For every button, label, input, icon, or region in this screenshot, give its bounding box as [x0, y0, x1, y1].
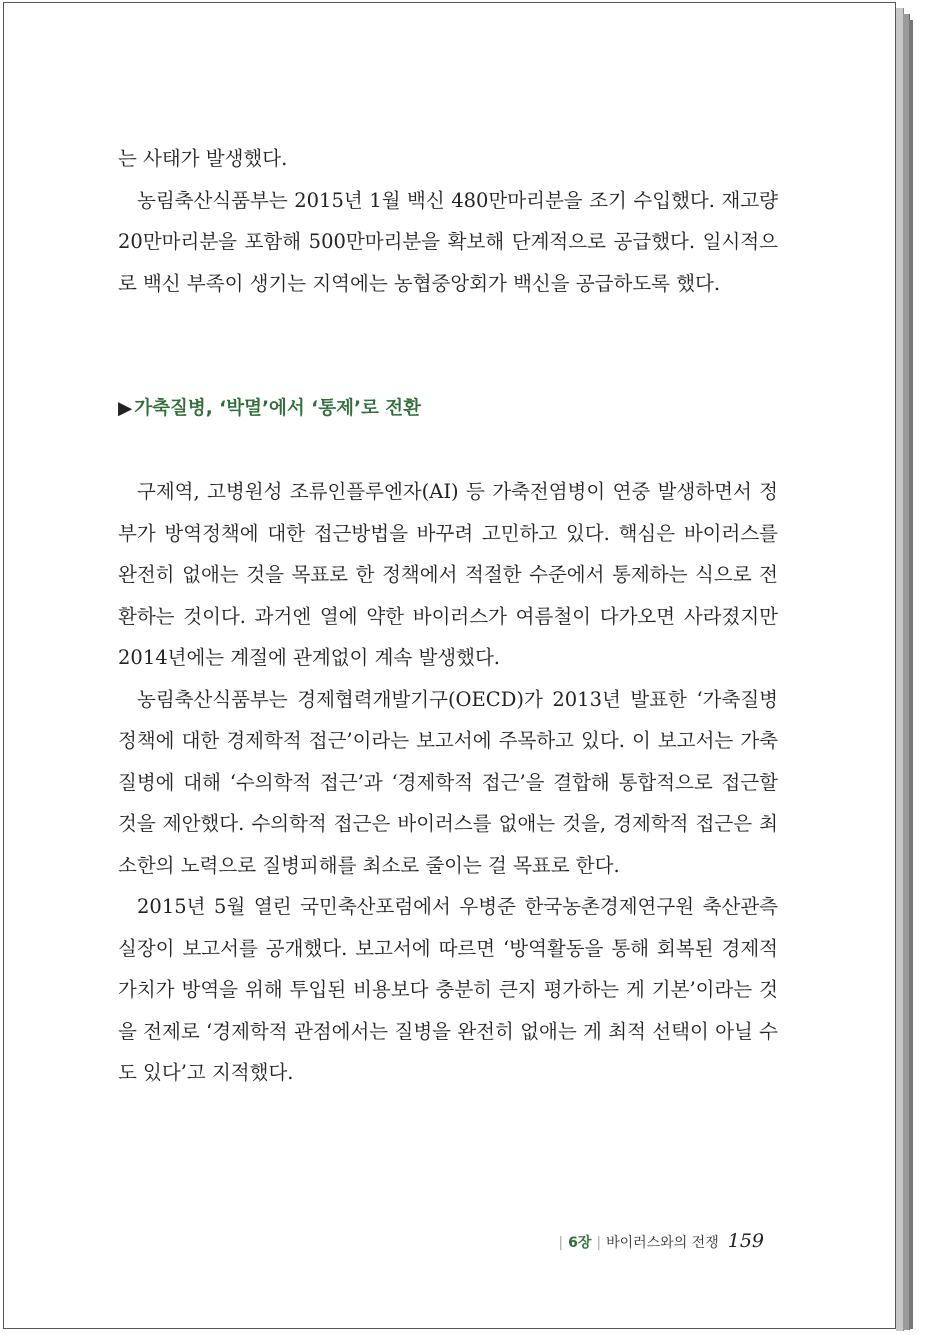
page-footer: [553, 1230, 764, 1252]
section-1-body: [118, 138, 778, 304]
body-paragraph: 는 사태가 발생했다.: [118, 147, 288, 170]
body-paragraph: 농림축산식품부는 경제협력개발기구(OECD)가 2013년 발표한 ‘가축질병 정책에 대한 경제학적 접근’이라는 보고서에 주목하고 있다. 이 보고서는 가축질병에 대해 ‘수의학적 접근’과 ‘경제학적 접근’을 결합해 통합적으로 접근할 것을 제안했다. 수의학적 접근은 바이러스를 없애는 것을, 경제학적 접근은 최소한의 노력으로 질병피해를 최소로 줄이는 걸 목표로 한다.: [118, 687, 778, 877]
section-heading-text: 가축질병, ‘박멸’에서 ‘통제’로 전환: [134, 398, 422, 419]
footer-divider: |: [558, 1235, 564, 1251]
section-heading: [118, 394, 421, 420]
footer-divider: |: [596, 1235, 602, 1251]
triangle-marker-icon: ▶: [118, 398, 133, 419]
body-paragraph: 구제역, 고병원성 조류인플루엔자(AI) 등 가축전염병이 연중 발생하면서 정부가 방역정책에 대한 접근방법을 바꾸려 고민하고 있다. 핵심은 바이러스를 완전히 없애는 것을 목표로 한 정책에서 적절한 수준에서 통제하는 식으로 전환하는 것이다. 과거엔 열에 약한 바이러스가 여름철이 다가오면 사라졌지만 2014년에는 계절에 관계없이 계속 발생했다.: [118, 480, 778, 669]
page-stack-edge: [909, 20, 913, 1329]
page-number: 159: [727, 1230, 764, 1252]
chapter-title: 바이러스와의 전쟁: [606, 1235, 719, 1251]
chapter-label: 6장: [568, 1235, 592, 1251]
section-2-body: [118, 471, 778, 1094]
body-paragraph: 농림축산식품부는 2015년 1월 백신 480만마리분을 조기 수입했다. 재고량 20만마리분을 포함해 500만마리분을 확보해 단계적으로 공급했다. 일시적으로 백신 부족이 생기는 지역에는 농협중앙회가 백신을 공급하도록 했다.: [118, 188, 778, 295]
body-paragraph: 2015년 5월 열린 국민축산포럼에서 우병준 한국농촌경제연구원 축산관측실장이 보고서를 공개했다. 보고서에 따르면 ‘방역활동을 통해 회복된 경제적 가치가 방역을 위해 투입된 비용보다 충분히 큰지 평가하는 게 기본’이라는 것을 전제로 ‘경제학적 관점에서는 질병을 완전히 없애는 게 최적 선택이 아닐 수도 있다’고 지적했다.: [118, 895, 778, 1084]
